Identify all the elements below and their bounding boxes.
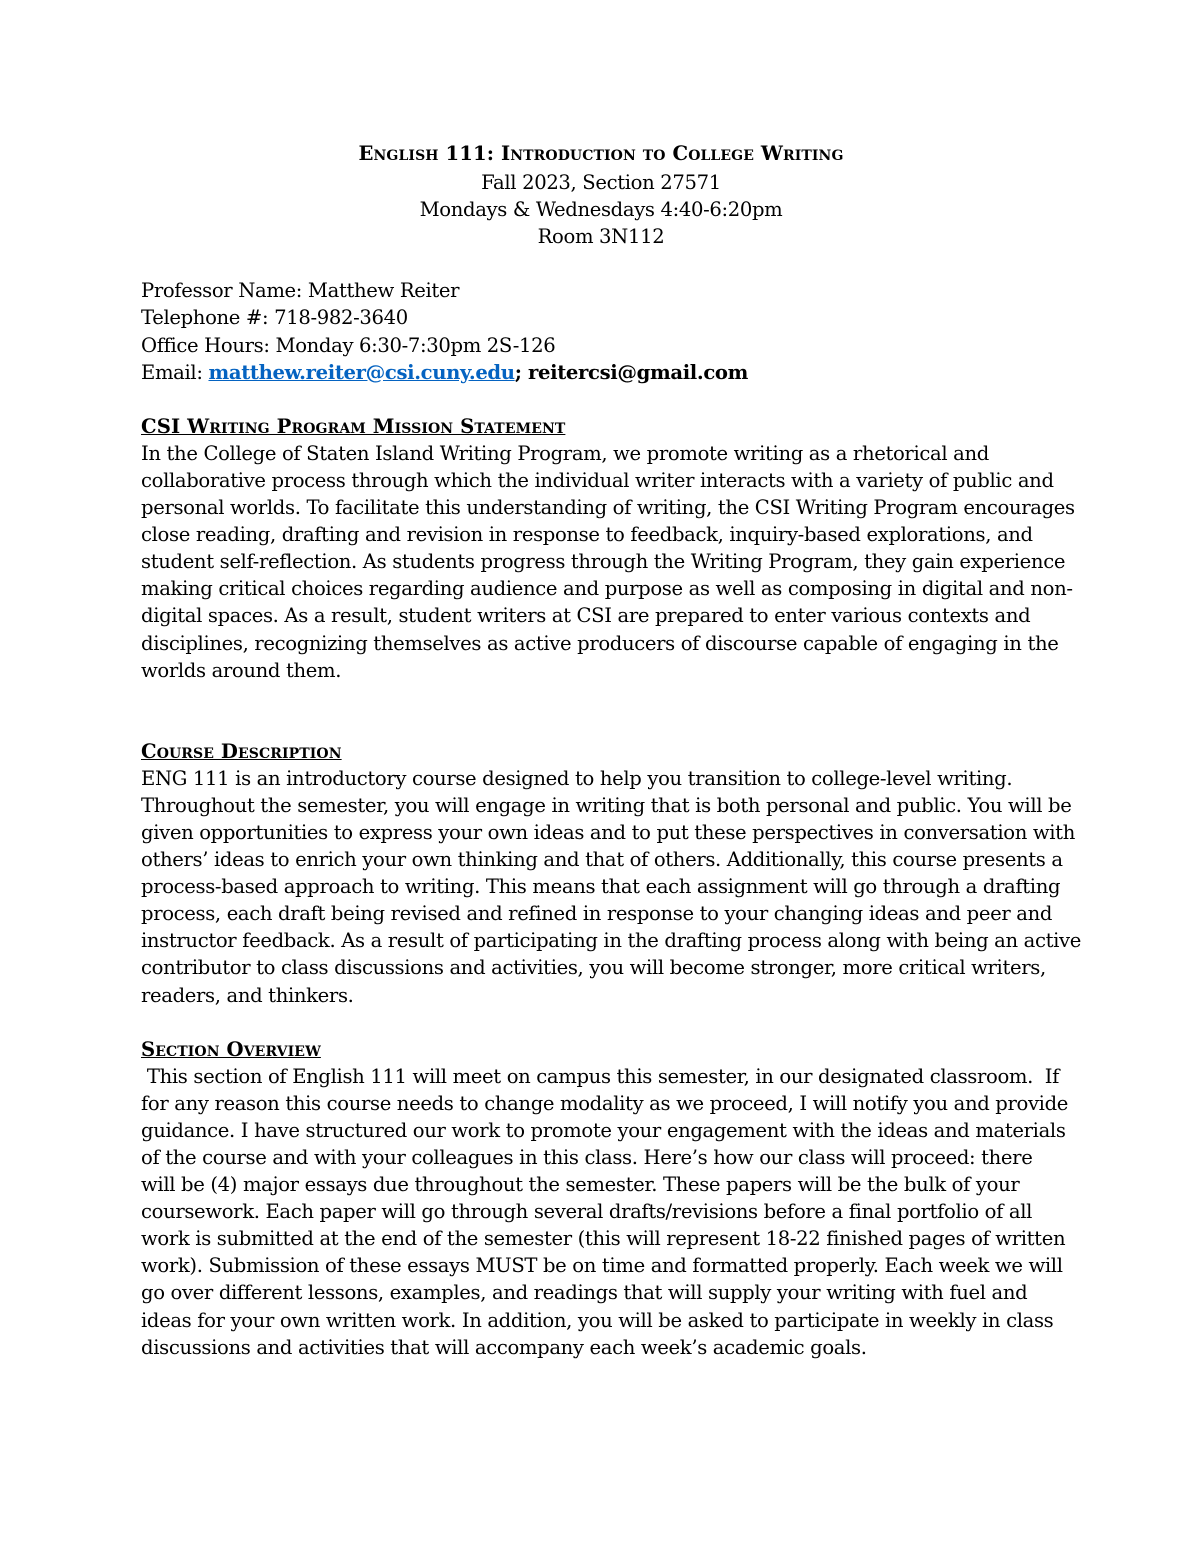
overview-line: work is submitted at the end of the semester (this will represent 18-22 finished pages of written xyxy=(141,1227,1066,1251)
spacer xyxy=(141,684,1061,738)
spacer xyxy=(141,1009,1061,1036)
email-separator: ; xyxy=(514,360,529,384)
overview-line: work). Submission of these essays MUST be on time and formatted properly. Each week we will xyxy=(141,1254,1063,1278)
spacer xyxy=(141,386,1061,413)
contact-block xyxy=(141,277,1061,385)
description-line: readers, and thinkers. xyxy=(141,983,354,1007)
telephone: Telephone #: 718-982-3640 xyxy=(141,306,408,330)
mission-line: collaborative process through which the individual writer interacts with a variety of public and xyxy=(141,468,1054,492)
email-line xyxy=(141,359,1061,386)
office-hours: Office Hours: Monday 6:30-7:30pm 2S-126 xyxy=(141,333,556,357)
mission-line: close reading, drafting and revision in response to feedback, inquiry-based explorations, and xyxy=(141,523,1033,547)
professor-name: Professor Name: Matthew Reiter xyxy=(141,279,460,303)
mission-line: digital spaces. As a result, student writers at CSI are prepared to enter various contexts and xyxy=(141,604,1031,628)
mission-line: In the College of Staten Island Writing Program, we promote writing as a rhetorical and xyxy=(141,441,989,465)
term-section: Fall 2023, Section 27571 xyxy=(481,171,721,195)
overview-section xyxy=(141,1036,1069,1361)
overview-line: guidance. I have structured our work to promote your engagement with the ideas and materials xyxy=(141,1118,1066,1142)
description-heading: Course Description xyxy=(141,739,342,763)
schedule: Mondays & Wednesdays 4:40-6:20pm xyxy=(419,198,783,222)
description-line: ENG 111 is an introductory course designed to help you transition to college-level writing. xyxy=(141,766,1013,790)
description-line: given opportunities to express your own ideas and to put these perspectives in conversation with xyxy=(141,820,1075,844)
course-header xyxy=(141,140,1061,250)
mission-section xyxy=(141,413,1075,684)
email-secondary: reitercsi@gmail.com xyxy=(528,360,749,384)
email-label: Email: xyxy=(141,360,209,384)
description-line: contributor to class discussions and activities, you will become stronger, more critical writers, xyxy=(141,956,1046,980)
description-line: Throughout the semester, you will engage in writing that is both personal and public. You will be xyxy=(141,793,1072,817)
description-line: others’ ideas to enrich your own thinking and that of others. Additionally, this course presents a xyxy=(141,848,1063,872)
course-title: English 111: Introduction to College Writing xyxy=(358,142,844,165)
email-primary-link[interactable]: matthew.reiter@csi.cuny.edu xyxy=(208,360,515,384)
mission-line: student self-reflection. As students progress through the Writing Program, they gain experience xyxy=(141,550,1066,574)
overview-line: will be (4) major essays due throughout the semester. These papers will be the bulk of your xyxy=(141,1173,1020,1197)
overview-line: This section of English 111 will meet on campus this semester, in our designated classroom. If xyxy=(141,1064,1060,1088)
spacer xyxy=(141,250,1061,277)
mission-line: making critical choices regarding audience and purpose as well as composing in digital and non- xyxy=(141,577,1073,601)
mission-heading: CSI Writing Program Mission Statement xyxy=(141,414,566,438)
description-section xyxy=(141,738,1082,1009)
overview-line: coursework. Each paper will go through several drafts/revisions before a final portfolio of all xyxy=(141,1200,1033,1224)
mission-line: personal worlds. To facilitate this understanding of writing, the CSI Writing Program encourages xyxy=(141,496,1075,520)
overview-line: discussions and activities that will accompany each week’s academic goals. xyxy=(141,1335,867,1359)
mission-line: disciplines, recognizing themselves as active producers of discourse capable of engaging in the xyxy=(141,631,1059,655)
description-line: process-based approach to writing. This means that each assignment will go through a drafting xyxy=(141,875,1061,899)
room: Room 3N112 xyxy=(537,225,665,249)
mission-line: worlds around them. xyxy=(141,658,342,682)
description-line: instructor feedback. As a result of participating in the drafting process along with being an active xyxy=(141,929,1082,953)
document-page xyxy=(141,140,1082,1361)
overview-line: for any reason this course needs to change modality as we proceed, I will notify you and provide xyxy=(141,1091,1069,1115)
overview-line: ideas for your own written work. In addition, you will be asked to participate in weekly in class xyxy=(141,1308,1054,1332)
description-line: process, each draft being revised and refined in response to your changing ideas and peer and xyxy=(141,902,1053,926)
overview-line: of the course and with your colleagues in this class. Here’s how our class will proceed: there xyxy=(141,1146,1033,1169)
overview-line: go over different lessons, examples, and readings that will supply your writing with fuel and xyxy=(141,1281,1028,1305)
overview-heading: Section Overview xyxy=(141,1037,321,1061)
